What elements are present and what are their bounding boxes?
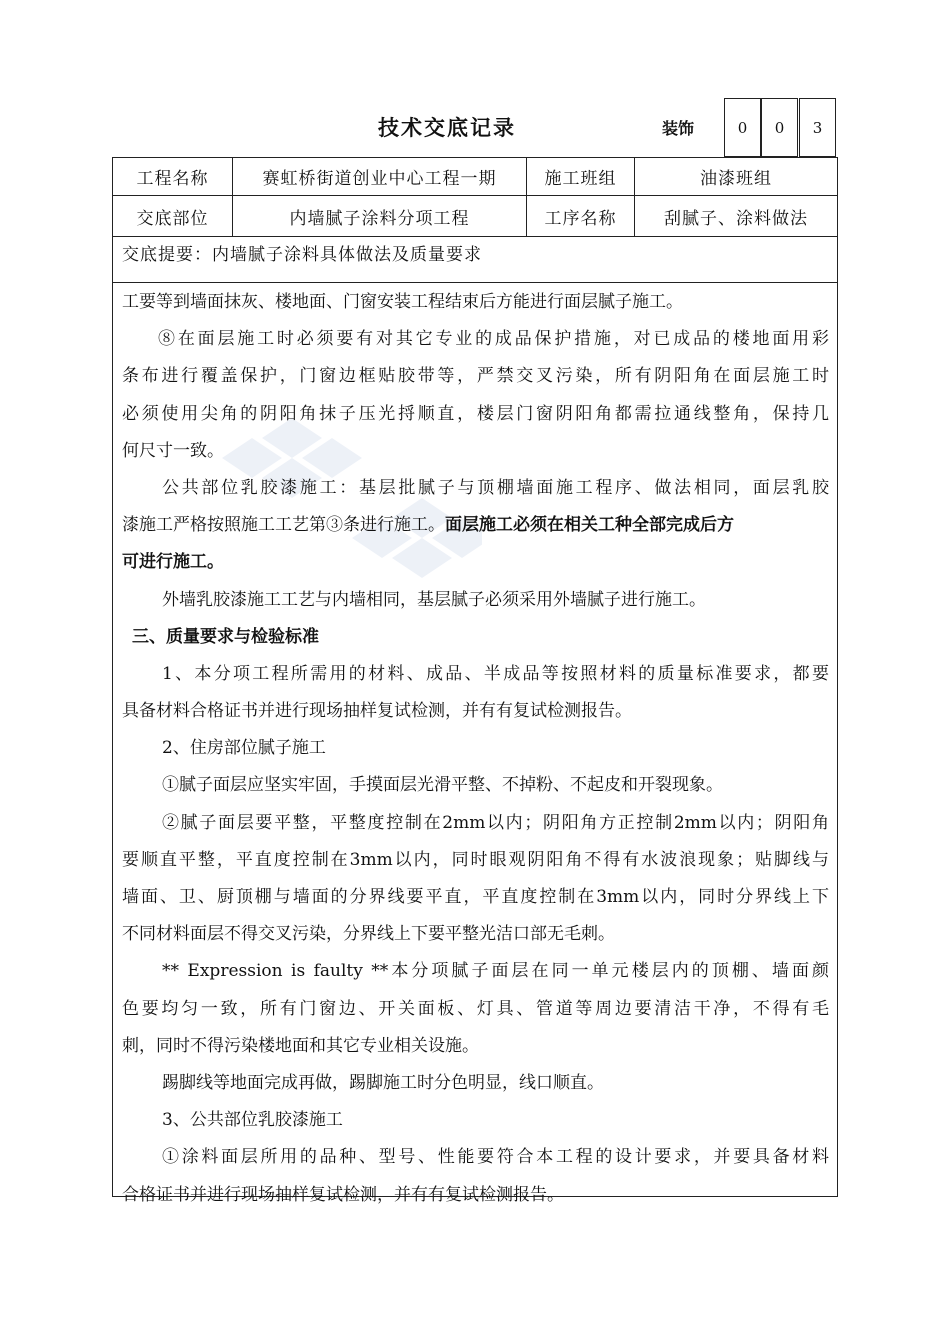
project-name-label: 工程名称 xyxy=(136,169,209,189)
paragraph-line: 色要均匀一致，所有门窗边、开关面板、灯具、管道等周边要清洁干净，不得有毛 xyxy=(122,998,829,1019)
code-digit: 0 xyxy=(724,98,761,157)
paragraph-line xyxy=(122,507,829,544)
emphasis-text: 面层施工必须在相关工种全部完成后方 xyxy=(445,515,734,536)
part-value: 内墙腻子涂料分项工程 xyxy=(289,208,470,229)
paragraph-line: ①腻子面层应坚实牢固，手摸面层光滑平整、不掉粉、不起皮和开裂现象。 xyxy=(162,775,723,796)
paragraph-line: 要顺直平整，平直度控制在3mm以内，同时眼观阴阳角不得有水波浪现象；贴脚线与 xyxy=(122,849,829,870)
table-divider xyxy=(112,236,838,237)
paragraph-line: 何尺寸一致。 xyxy=(122,440,224,461)
paragraph-line: 刺，同时不得污染楼地面和其它专业相关设施。 xyxy=(122,1035,479,1056)
process-label: 工序名称 xyxy=(544,208,617,229)
paragraph-line: 合格证书并进行现场抽样复试检测，并有有复试检测报告。 xyxy=(122,1184,564,1205)
emphasis-line: 可进行施工。 xyxy=(122,552,224,573)
category-label: 装饰 xyxy=(662,119,695,138)
content-body xyxy=(122,284,829,1214)
paragraph-line: 工要等到墙面抹灰、楼地面、门窗安装工程结束后方能进行面层腻子施工。 xyxy=(122,292,683,312)
paragraph-line: 公共部位乳胶漆施工：基层批腻子与顶棚墙面施工程序、做法相同，面层乳胶 xyxy=(162,477,829,498)
paragraph-line: 条布进行覆盖保护，门窗边框贴胶带等，严禁交叉污染，所有阴阳角在面层施工时 xyxy=(122,366,829,387)
code-digit: 0 xyxy=(761,98,798,157)
part-label: 交底部位 xyxy=(136,208,209,229)
paragraph-line: 外墙乳胶漆施工工艺与内墙相同，基层腻子必须采用外墙腻子进行施工。 xyxy=(162,589,706,610)
paragraph-line: 1、本分项工程所需用的材料、成品、半成品等按照材料的质量标准要求，都要 xyxy=(162,663,829,684)
paragraph-line: ** Expression is faulty **本分项腻子面层在同一单元楼层内的顶棚、墙面颜 xyxy=(162,961,829,982)
paragraph-line: ②腻子面层要平整，平整度控制在2mm以内；阴阳角方正控制2mm以内；阴阳角 xyxy=(162,812,829,833)
paragraph-line: ①涂料面层所用的品种、型号、性能要符合本工程的设计要求，并要具备材料 xyxy=(162,1147,829,1168)
paragraph-line: 必须使用尖角的阴阳角抹子压光捋顺直，楼层门窗阴阳角都需拉通线整角，保持几 xyxy=(122,403,829,424)
paragraph-line: 不同材料面层不得交叉污染，分界线上下要平整光洁口部无毛刺。 xyxy=(122,924,615,945)
page-title: 技术交底记录 xyxy=(378,116,516,140)
paragraph-line: 墙面、卫、厨顶棚与墙面的分界线要平直，平直度控制在3mm以内，同时分界线上下 xyxy=(122,887,829,907)
paragraph-text: 漆施工严格按照施工工艺第③条进行施工。 xyxy=(122,515,445,536)
paragraph-line: 3、公共部位乳胶漆施工 xyxy=(162,1110,343,1131)
paragraph-line: 踢脚线等地面完成再做，踢脚施工时分色明显，线口顺直。 xyxy=(162,1072,604,1093)
paragraph-line: 2、住房部位腻子施工 xyxy=(162,738,326,759)
table-divider xyxy=(112,282,838,283)
paragraph-line: 具备材料合格证书并进行现场抽样复试检测，并有有复试检测报告。 xyxy=(122,701,632,722)
team-value: 油漆班组 xyxy=(700,169,772,189)
project-name-value: 赛虹桥街道创业中心工程一期 xyxy=(262,169,497,189)
team-label: 施工班组 xyxy=(544,169,617,189)
summary-text: 交底提要：内墙腻子涂料具体做法及质量要求 xyxy=(122,245,482,265)
code-digit: 3 xyxy=(799,98,836,157)
section-heading: 三、质量要求与检验标准 xyxy=(132,626,319,647)
paragraph-line: ⑧在面层施工时必须要有对其它专业的成品保护措施，对已成品的楼地面用彩 xyxy=(158,329,829,350)
process-value: 刮腻子、涂料做法 xyxy=(664,208,808,229)
